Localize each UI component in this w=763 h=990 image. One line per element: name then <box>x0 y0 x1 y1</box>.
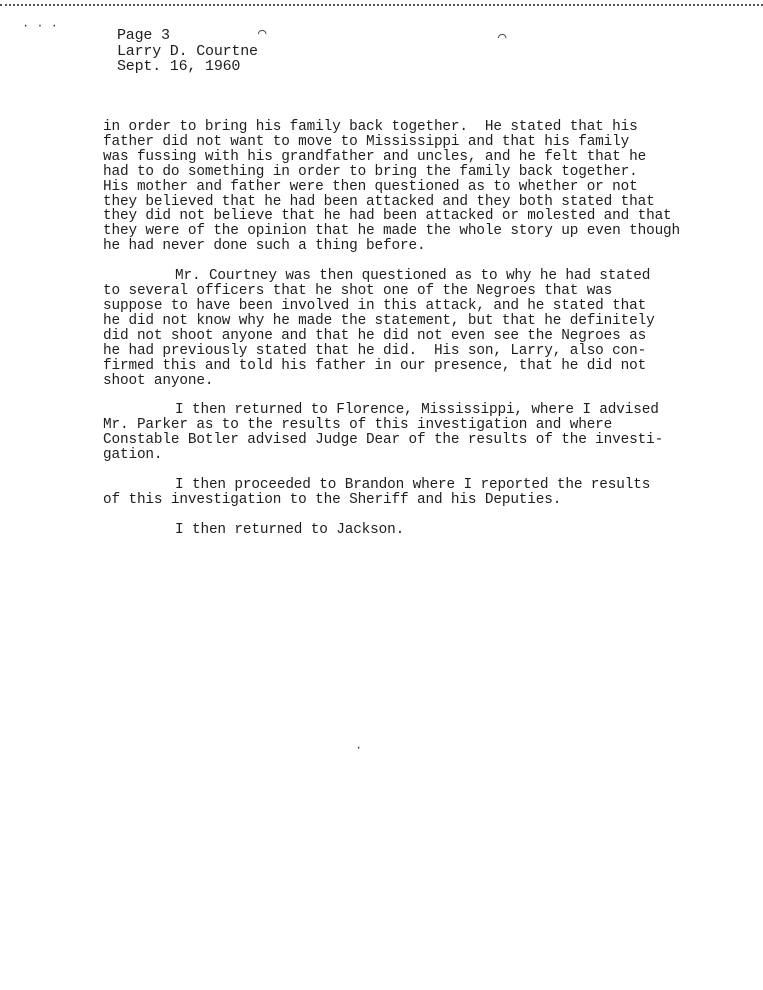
scan-speck: · <box>355 741 363 755</box>
text-line: of this investigation to the Sheriff and his Deputies. <box>103 491 562 508</box>
page-number: Page 3 <box>117 27 170 44</box>
text-line: I then proceeded to Brandon where I reported the results <box>175 477 651 494</box>
text-line: gation. <box>103 447 163 464</box>
paragraph <box>103 523 723 538</box>
text-line: did not shoot anyone and that he did not even see the Negroes as <box>103 327 647 344</box>
text-line: he had previously stated that he did. His son, Larry, also con- <box>103 342 647 359</box>
paragraph <box>103 403 723 463</box>
text-line: Mr. Courtney was then questioned as to why he had stated <box>175 268 651 285</box>
text-line: in order to bring his family back together. He stated that his <box>103 119 638 135</box>
text-line: was fussing with his grandfather and uncles, and he felt that he <box>103 148 647 165</box>
text-line: had to do something in order to bring the family back together. <box>103 163 638 180</box>
scan-speck: ⌒ <box>258 26 267 42</box>
text-line: Constable Botler advised Judge Dear of the results of the investi- <box>103 432 664 449</box>
text-line: they believed that he had been attacked and they both stated that <box>103 193 655 210</box>
text-line: suppose to have been involved in this attack, and he stated that <box>103 297 647 314</box>
text-line: firmed this and told his father in our presence, that he did not <box>103 357 647 374</box>
text-line: shoot anyone. <box>103 372 214 389</box>
text-line: he had never done such a thing before. <box>103 238 426 255</box>
text-line: he did not know why he made the statement, but that he definitely <box>103 312 655 329</box>
report-date: Sept. 16, 1960 <box>117 58 241 75</box>
text-line: they were of the opinion that he made the whole story up even though <box>103 223 681 240</box>
letter-header <box>117 28 258 75</box>
text-line: to several officers that he shot one of the Negroes that was <box>103 283 613 300</box>
scan-speck: · · · <box>22 19 59 33</box>
text-line: I then returned to Florence, Mississippi, where I advised <box>175 402 659 419</box>
subject-name: Larry D. Courtne <box>117 42 258 60</box>
scan-speck: ⌒ <box>498 30 507 46</box>
paragraph <box>103 120 723 254</box>
report-body <box>103 120 723 553</box>
paragraph <box>103 269 723 388</box>
page-top-edge <box>0 4 763 6</box>
paragraph <box>103 478 723 508</box>
text-line: they did not believe that he had been attacked or molested and that <box>103 208 672 225</box>
text-line: father did not want to move to Mississippi and that his family <box>103 133 630 150</box>
text-line: I then returned to Jackson. <box>175 521 405 538</box>
text-line: His mother and father were then questioned as to whether or not <box>103 178 638 195</box>
text-line: Mr. Parker as to the results of this investigation and where <box>103 417 613 434</box>
